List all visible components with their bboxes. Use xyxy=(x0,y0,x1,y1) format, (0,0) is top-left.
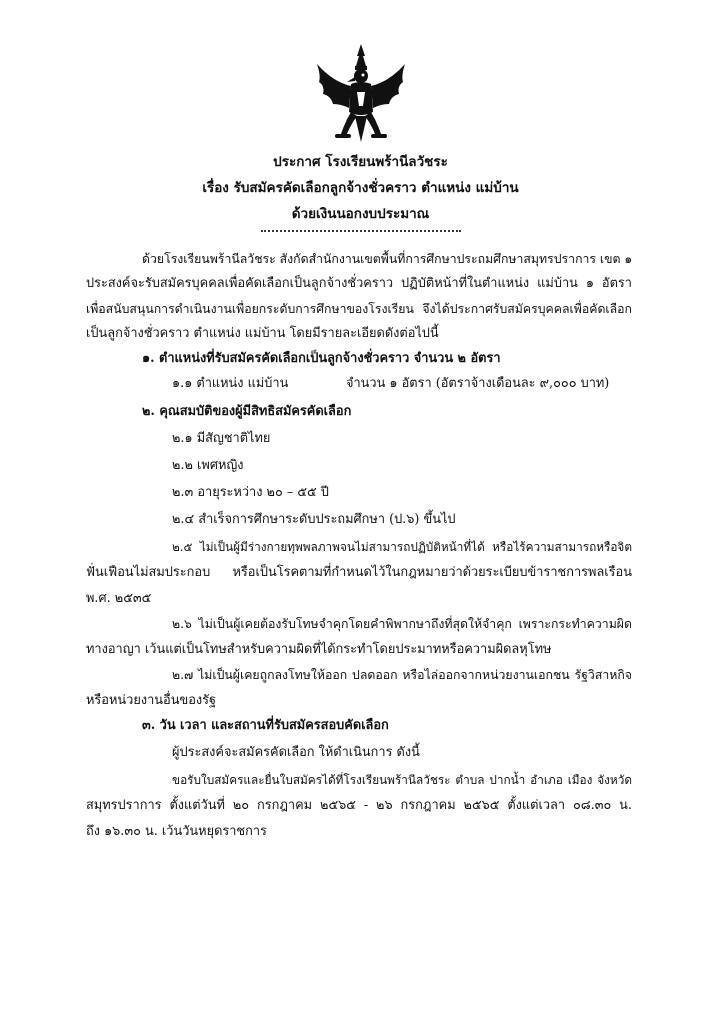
item-2-5-line-1: ๒.๕ ไม่เป็นผู้มีร่างกายทุพพลภาพจนไม่สามารถปฏิบัติหน้าที่ได้ หรือไร้ความสามารถหรือจิต xyxy=(172,540,632,554)
intro-line-2: ประสงค์จะรับสมัครบุคคลเพื่อคัดเลือกเป็นลูกจ้างชั่วคราว ปฏิบัติหน้าที่ในตำแหน่ง แม่บ้าน ๑ อัตรา xyxy=(86,276,632,291)
section-3-line-2: ขอรับใบสมัครและยื่นใบสมัครได้ที่โรงเรียนพร้านีลวัชระ ตำบล ปากน้ำ อำเภอ เมือง จังหวัด xyxy=(172,773,632,787)
section-1-heading: ๑. ตำแหน่งที่รับสมัครคัดเลือกเป็นลูกจ้างชั่วคราว จำนวน ๒ อัตรา xyxy=(142,351,501,366)
item-2-7-line-2: หรือหน่วยงานอื่นของรัฐ xyxy=(86,693,217,708)
item-1-1-position: ๑.๑ ตำแหน่ง แม่บ้าน xyxy=(172,376,289,391)
item-2-1: ๒.๑ มีสัญชาติไทย xyxy=(172,431,271,446)
item-2-7-line-1: ๒.๗ ไม่เป็นผู้เคยถูกลงโทษให้ออก ปลดออก หรือไล่ออกจากหน่วยงานเอกชน รัฐวิสาหกิจ xyxy=(172,668,632,682)
section-3-line-3: สมุทรปราการ ตั้งแต่วันที่ ๒๐ กรกฎาคม ๒๕๖๕ - ๒๖ กรกฎาคม ๒๕๖๕ ตั้งแต่เวลา ๐๘.๓๐ น. xyxy=(86,798,632,813)
intro-line-1: ด้วยโรงเรียนพร้านีลวัชระ สังกัดสำนักงานเขตพื้นที่การศึกษาประถมศึกษาสมุทรปราการ เขต ๑ xyxy=(142,252,633,266)
item-2-6-line-2: ทางอาญา เว้นแต่เป็นโทษสำหรับความผิดที่ได้กระทำโดยประมาทหรือความผิดลหุโทษ xyxy=(86,642,552,657)
item-2-5-line-2: ฟั่นเฟือนไม่สมประกอบ หรือเป็นโรคตามที่กำหนดไว้ในกฎหมายว่าด้วยระเบียบข้าราชการพลเรือน xyxy=(86,565,632,580)
item-2-3: ๒.๓ อายุระหว่าง ๒๐ – ๕๕ ปี xyxy=(172,485,329,500)
intro-line-4: เป็นลูกจ้างชั่วคราว ตำแหน่ง แม่บ้าน โดยมีรายละเอียดดังต่อไปนี้ xyxy=(86,326,439,341)
divider xyxy=(261,230,461,232)
title-line-3: ด้วยเงินนอกงบประมาณ xyxy=(291,206,430,222)
item-2-4: ๒.๔ สำเร็จการศึกษาระดับประถมศึกษา (ป.๖) ขึ้นไป xyxy=(172,512,456,527)
garuda-emblem-icon xyxy=(311,42,411,150)
item-2-2: ๒.๒ เพศหญิง xyxy=(172,458,244,473)
section-2-heading: ๒. คุณสมบัติของผู้มีสิทธิสมัครคัดเลือก xyxy=(142,404,352,419)
section-3-line-4: ถึง ๑๖.๓๐ น. เว้นวันหยุดราชการ xyxy=(86,824,267,839)
item-1-1-count: จำนวน ๑ อัตรา (อัตราจ้างเดือนละ ๙,๐๐๐ บาท) xyxy=(346,376,610,391)
intro-line-3: เพื่อสนับสนุนการดำเนินงานเพื่อยกระดับการศึกษาของโรงเรียน จึงได้ประกาศรับสมัครบุคคลเพื่อคัดเลือก xyxy=(86,302,632,316)
item-2-6-line-1: ๒.๖ ไม่เป็นผู้เคยต้องรับโทษจำคุกโดยคำพิพากษาถึงที่สุดให้จำคุก เพราะกระทำความผิด xyxy=(172,617,632,631)
section-3-line-1: ผู้ประสงค์จะสมัครคัดเลือก ให้ดำเนินการ ดังนี้ xyxy=(172,745,420,760)
title-line-1: ประกาศ โรงเรียนพร้านีลวัชระ xyxy=(273,154,448,170)
section-3-heading: ๓. วัน เวลา และสถานที่รับสมัครสอบคัดเลือก xyxy=(142,718,389,733)
title-line-2: เรื่อง รับสมัครคัดเลือกลูกจ้างชั่วคราว ตำแหน่ง แม่บ้าน xyxy=(202,180,519,196)
item-2-5-line-3: พ.ศ. ๒๕๓๕ xyxy=(86,591,152,606)
